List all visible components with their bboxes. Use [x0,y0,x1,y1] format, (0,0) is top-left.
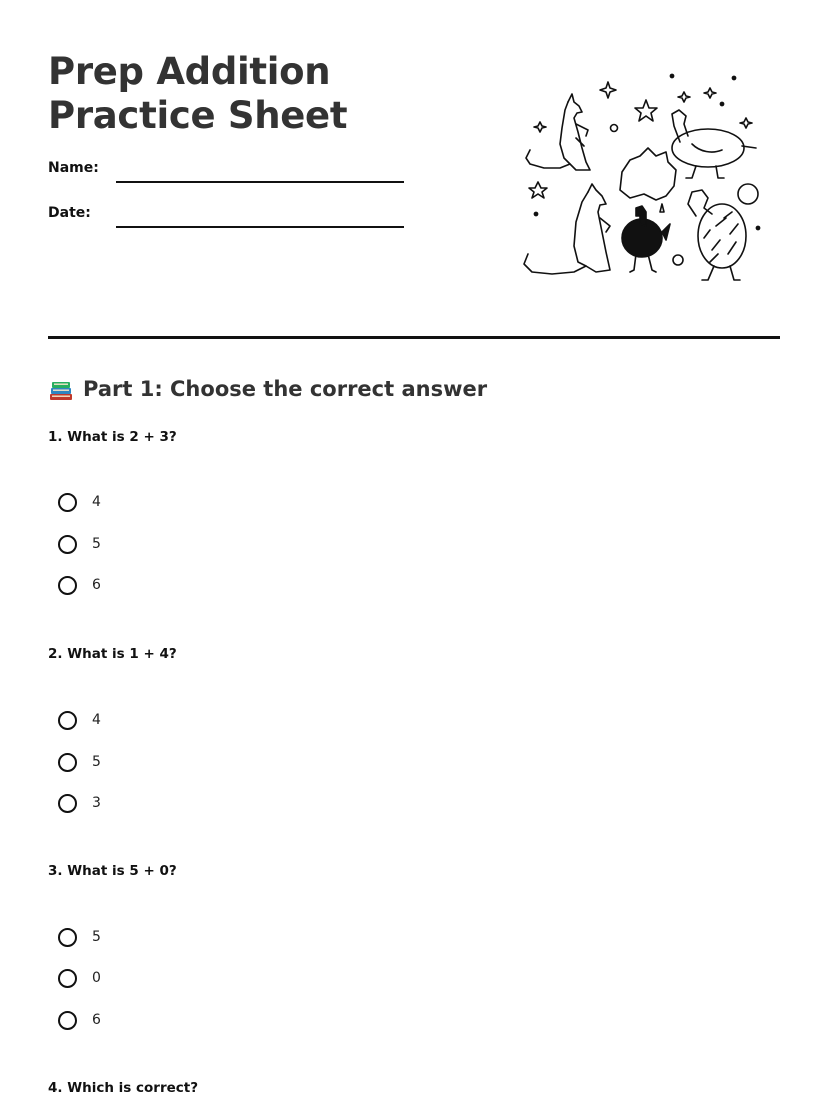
name-label: Name: [48,160,99,176]
radio-button[interactable] [58,753,77,772]
q1-option-2-label: 5 [92,536,101,552]
radio-button[interactable] [58,794,77,813]
q2-option-1-label: 4 [92,712,101,728]
australia-map [620,148,676,200]
question-3-text: 3. What is 5 + 0? [48,863,177,879]
question-1-text: 1. What is 2 + 3? [48,429,177,445]
q2-option-2-label: 5 [92,754,101,770]
q1-option-3-label: 6 [92,577,101,593]
q2-option-3-label: 3 [92,795,101,811]
radio-button[interactable] [58,969,77,988]
question-4-text: 4. Which is correct? [48,1080,199,1096]
radio-button[interactable] [58,711,77,730]
part1-heading-text: Part 1: Choose the correct answer [83,377,488,401]
q2-option-1[interactable] [58,707,101,733]
q3-option-3[interactable] [58,1007,101,1033]
date-line[interactable] [116,226,404,228]
wallaby-illustration [524,184,610,274]
section-divider [48,336,780,339]
q1-option-1-label: 4 [92,494,101,510]
date-field[interactable] [48,205,408,229]
q2-option-2[interactable] [58,749,101,775]
q3-option-1[interactable] [58,924,101,950]
q3-option-2[interactable] [58,965,101,991]
emu-illustration [672,110,756,178]
kangaroo-illustration [526,94,590,170]
cassowary-illustration [622,206,670,272]
radio-button[interactable] [58,928,77,947]
radio-button[interactable] [58,493,77,512]
books-icon [48,376,74,402]
part1-heading [48,374,487,404]
q3-option-2-label: 0 [92,970,101,986]
radio-button[interactable] [58,535,77,554]
question-2-text: 2. What is 1 + 4? [48,646,177,662]
q1-option-2[interactable] [58,531,101,557]
q3-option-3-label: 6 [92,1012,101,1028]
name-field[interactable] [48,160,408,184]
q1-option-3[interactable] [58,572,101,598]
radio-button[interactable] [58,576,77,595]
q2-option-3[interactable] [58,790,101,816]
radio-button[interactable] [58,1011,77,1030]
name-line[interactable] [116,181,404,183]
q1-option-1[interactable] [58,489,101,515]
australian-animals-illustration [516,66,768,288]
feathered-emu-illustration [688,190,746,280]
date-label: Date: [48,205,91,221]
q3-option-1-label: 5 [92,929,101,945]
page-title: Prep Addition Practice Sheet [48,50,348,137]
